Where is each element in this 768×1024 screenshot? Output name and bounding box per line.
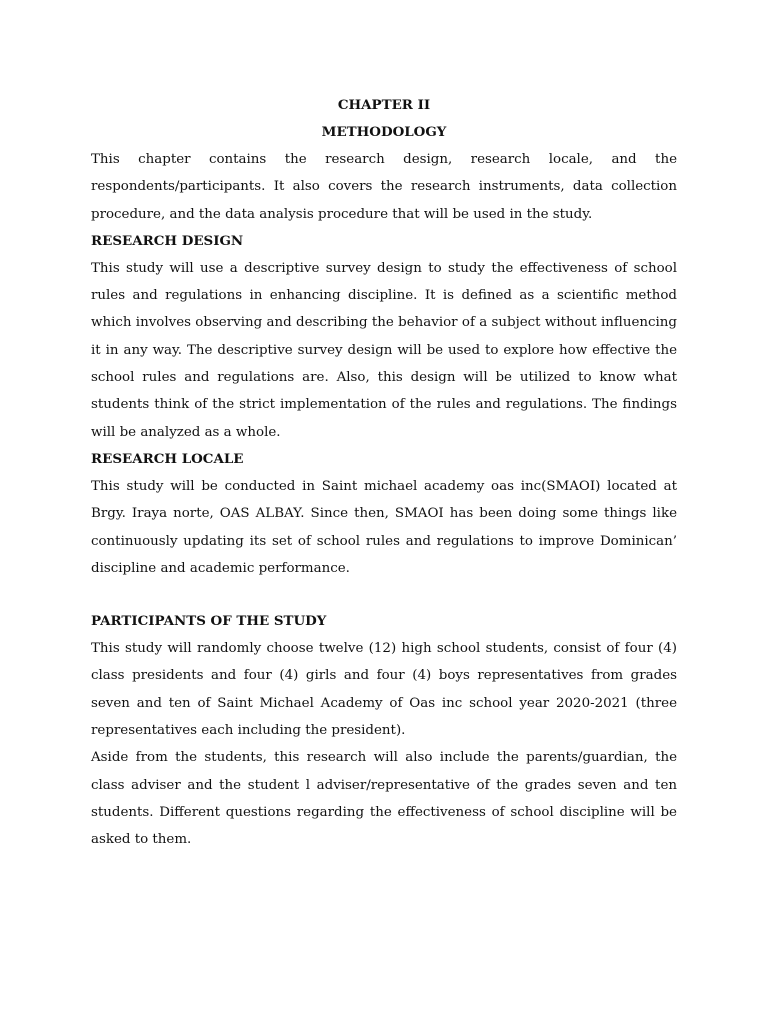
section-spacer xyxy=(91,582,677,608)
chapter-number: CHAPTER II xyxy=(337,97,431,113)
chapter-title: METHODOLOGY xyxy=(321,124,447,140)
section-heading-research-locale: RESEARCH LOCALE xyxy=(91,450,244,467)
participants-paragraph-2: Aside from the students, this research will also include the parents/guardian, the class adviser and the student l adviser/representative of the grades seven and ten students. Different questions regarding the effectiveness of school discipline will be asked to them. xyxy=(91,750,677,848)
participants-paragraph-1: This study will randomly choose twelve (12) high school students, consist of four (4) class presidents and four (4) girls and four (4) boys representatives from grades seven and ten of Saint Michael Academy of Oas inc school year 2020-2021 (three representatives each including the president). xyxy=(91,641,677,739)
research-design-paragraph: This study will use a descriptive survey design to study the effectiveness of school rules and regulations in enhancing discipline. It is defined as a scientific method which involves observing and describing the behavior of a subject without influencing it in any way. The descriptive survey design will be used to explore how effective the school rules and regulations are. Also, this design will be utilized to know what students think of the strict implementation of the rules and regulations. The findings will be analyzed as a whole. xyxy=(91,260,677,440)
research-locale-paragraph: This study will be conducted in Saint michael academy oas inc(SMAOI) located at Brgy. Iraya norte, OAS ALBAY. Since then, SMAOI has been doing some things like continuously updating its set of school rules and regulations to improve Dominican’ discipline and academic performance. xyxy=(91,478,677,576)
section-heading-participants: PARTICIPANTS OF THE STUDY xyxy=(91,613,327,630)
section-heading-research-design: RESEARCH DESIGN xyxy=(91,232,244,249)
intro-paragraph: This chapter contains the research design, research locale, and the respondents/participants. It also covers the research instruments, data collection procedure, and the data analysis procedure that will be used in the study. xyxy=(91,152,677,222)
